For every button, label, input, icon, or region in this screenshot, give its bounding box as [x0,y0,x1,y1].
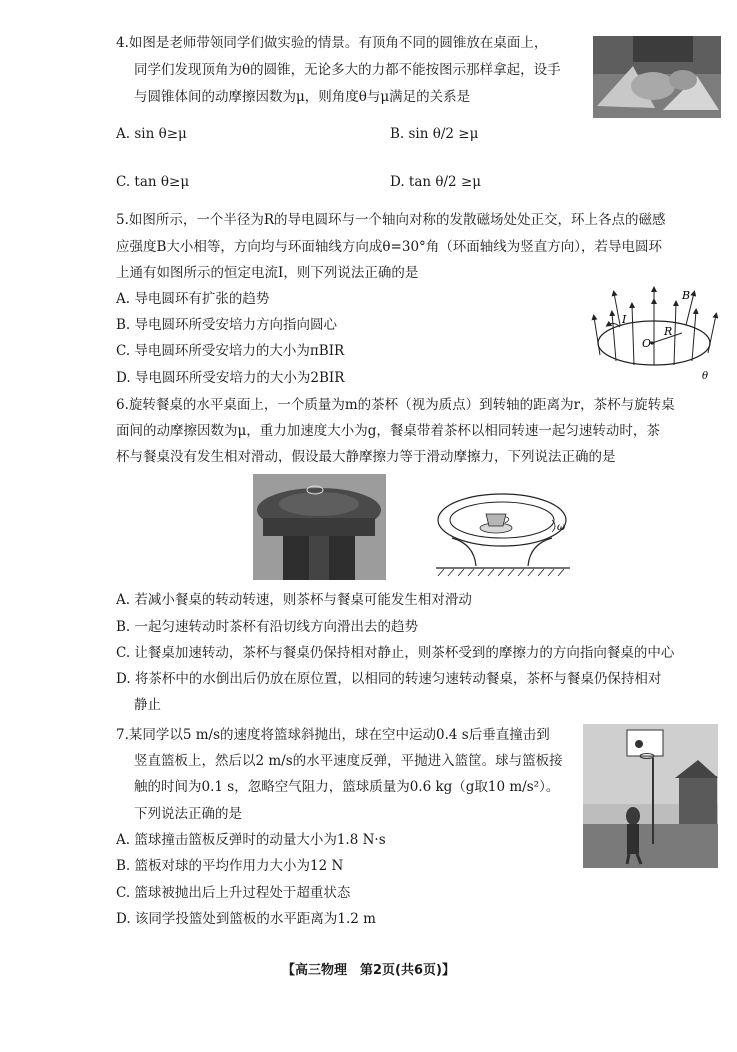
q7-line-4: 下列说法正确的是 [134,806,242,822]
q6-option-b: B. 一起匀速转动时茶杯有沿切线方向滑出去的趋势 [116,619,419,635]
q5-line-3: 上通有如图所示的恒定电流I，则下列说法正确的是 [116,265,419,281]
label-o: O [642,337,652,350]
q5-option-d: D. 导电圆环所受安培力的大小为2BIR [116,370,345,386]
q5-option-a: A. 导电圆环有扩张的趋势 [116,291,270,307]
q6-option-d-line-1: D. 将茶杯中的水倒出后仍放在原位置，以相同的转速匀速转动餐桌，茶杯与餐桌仍保持相对 [116,671,662,687]
q5-line-2: 应强度B大小相等，方向均与环面轴线方向成θ=30°角（环面轴线为竖直方向），若导电圆环 [116,239,663,255]
q4-option-c: C. tan θ≥μ [116,174,190,190]
label-omega: ω [557,522,566,533]
q5-line-1: 5.如图所示，一个半径为R的导电圆环与一个轴向对称的发散磁场处处正交，环上各点的磁感 [116,212,666,228]
q7-option-d: D. 该同学投篮处到篮板的水平距离为1.2 m [116,911,376,927]
q6-table-photo [253,474,386,580]
q4-line-2: 同学们发现顶角为θ的圆锥，无论多大的力都不能按图示那样拿起，设手 [134,62,561,78]
q6-option-a: A. 若减小餐桌的转动转速，则茶杯与餐桌可能发生相对滑动 [116,592,472,608]
q7-option-c: C. 篮球被抛出后上升过程处于超重状态 [116,885,351,901]
q4-option-a: A. sin θ≥μ [116,126,187,142]
label-r: R [664,325,673,338]
q7-line-2: 竖直篮板上，然后以2 m/s的水平速度反弹，平抛进入篮筐。球与篮板接 [134,753,563,769]
tea-cup-icon [486,514,506,526]
q5-option-c: C. 导电圆环所受安培力的大小为πBIR [116,343,345,359]
q7-line-3: 触的时间为0.1 s，忽略空气阻力，篮球质量为0.6 kg（g取10 m/s²）。 [134,779,560,795]
q4-line-1: 4.如图是老师带领同学们做实验的情景。有顶角不同的圆锥放在桌面上， [116,35,548,51]
rotating-table-image [253,474,386,580]
q6-line-2: 面间的动摩擦因数为μ，重力加速度大小为g，餐桌带着茶杯以相同转速一起匀速转动时，茶 [116,423,660,439]
q7-option-b: B. 篮板对球的平均作用力大小为12 N [116,858,344,874]
q4-option-d: D. tan θ/2 ≥μ [390,174,482,190]
label-theta: θ [702,371,709,382]
q6-option-d-line-2: 静止 [134,697,161,713]
q4-line-3: 与圆锥体间的动摩擦因数为μ，则角度θ与μ满足的关系是 [134,89,471,105]
q6-option-c: C. 让餐桌加速转动，茶杯与餐桌仍保持相对静止，则茶杯受到的摩擦力的方向指向餐桌的中心 [116,645,675,661]
basketball-shot-image [583,724,718,868]
q6-line-3: 杯与餐桌没有发生相对滑动，假设最大静摩擦力等于滑动摩擦力，下列说法正确的是 [116,449,616,465]
q5-ring-field-figure [590,285,725,385]
q6-table-diagram [434,486,572,578]
cone-experiment-image [593,36,721,118]
q7-basketball-photo [583,724,718,868]
label-i: I [622,313,627,326]
q7-option-a: A. 篮球撞击篮板反弹时的动量大小为1.8 N·s [116,832,386,848]
q4-cone-photo [593,36,721,118]
page-footer: 【高三物理 第2页(共6页)】 [282,963,455,978]
q4-option-b: B. sin θ/2 ≥μ [390,126,479,142]
q6-line-1: 6.旋转餐桌的水平桌面上，一个质量为m的茶杯（视为质点）到转轴的距离为r，茶杯与旋转桌 [116,397,675,413]
q5-option-b: B. 导电圆环所受安培力方向指向圆心 [116,317,338,333]
label-b: B [682,289,691,302]
q7-line-1: 7.某同学以5 m/s的速度将篮球斜抛出，球在空中运动0.4 s后垂直撞击到 [116,727,550,743]
